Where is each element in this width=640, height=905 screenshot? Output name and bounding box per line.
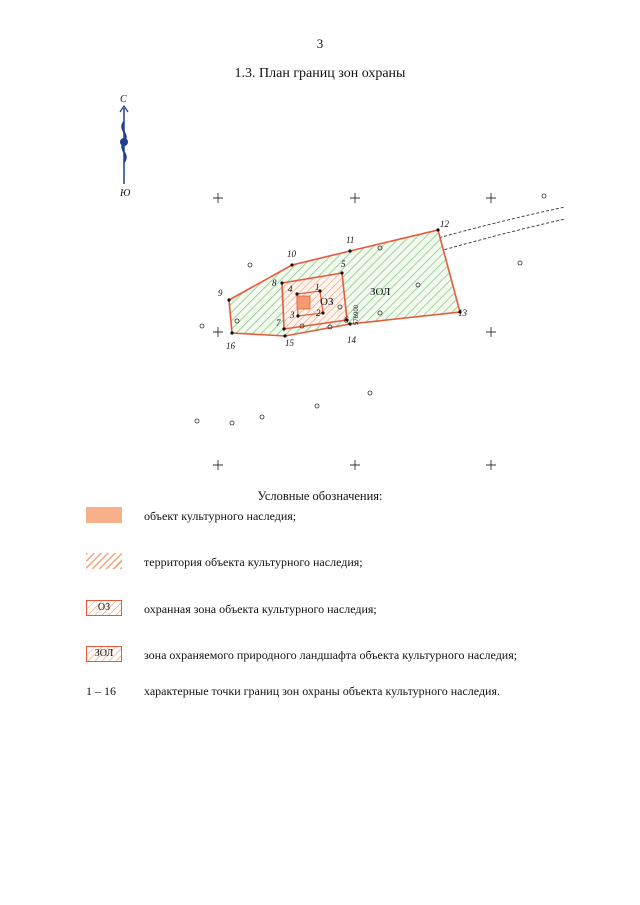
legend-item-territory <box>86 553 606 577</box>
legend-item-label: зона охраняемого природного ландшафта объекта культурного наследия; <box>144 648 518 662</box>
point-label-5: 5 <box>341 259 346 269</box>
page-number: 3 <box>316 36 324 51</box>
point-label-9: 9 <box>218 288 223 298</box>
cadastral-number-label: 576900 <box>354 304 360 325</box>
point-label-12: 12 <box>440 219 449 229</box>
protection-zone-label: ОЗ <box>320 296 334 308</box>
point-label-16: 16 <box>226 341 235 351</box>
point-label-15: 15 <box>285 338 294 348</box>
point-label-1: 1 <box>315 282 320 292</box>
point-label-7: 7 <box>276 318 281 328</box>
point-label-3: 3 <box>290 310 295 320</box>
compass-south-label: Ю <box>120 188 131 199</box>
point-label-8: 8 <box>272 278 277 288</box>
point-label-10: 10 <box>287 249 296 259</box>
point-label-13: 13 <box>458 308 467 318</box>
point-label-14: 14 <box>347 335 356 345</box>
compass-north-label: С <box>120 94 127 105</box>
point-label-11: 11 <box>346 235 355 245</box>
legend-item-label: территория объекта культурного наследия; <box>144 555 363 569</box>
legend-item-protection-zone <box>86 600 606 624</box>
point-label-4: 4 <box>288 284 293 294</box>
object-swatch <box>86 507 122 523</box>
point-label-2: 2 <box>316 308 321 318</box>
section-title: 1.3. План границ зон охраны <box>234 66 406 81</box>
legend-item-object <box>86 507 606 531</box>
protection-zone-swatch: ОЗ <box>86 600 122 616</box>
point-label-6: 6 <box>344 315 349 325</box>
points-range-label: 1 – 16 <box>86 684 116 698</box>
legend-item-label: характерные точки границ зон охраны объекта культурного наследия. <box>144 684 500 698</box>
legend-item-landscape-zone <box>86 646 606 670</box>
legend-item-label: объект культурного наследия; <box>144 509 297 523</box>
landscape-zone-label: ЗОЛ <box>370 286 391 298</box>
zone-map <box>180 185 580 475</box>
territory-swatch <box>86 553 122 569</box>
landscape-zone-swatch: ЗОЛ <box>86 646 122 662</box>
compass <box>100 90 150 210</box>
legend-heading: Условные обозначения: <box>257 489 383 503</box>
legend-item-label: охранная зона объекта культурного наследия; <box>144 602 377 616</box>
cultural-object <box>297 296 310 309</box>
zone-map-drawing <box>180 185 580 475</box>
legend-item-points <box>86 682 606 706</box>
